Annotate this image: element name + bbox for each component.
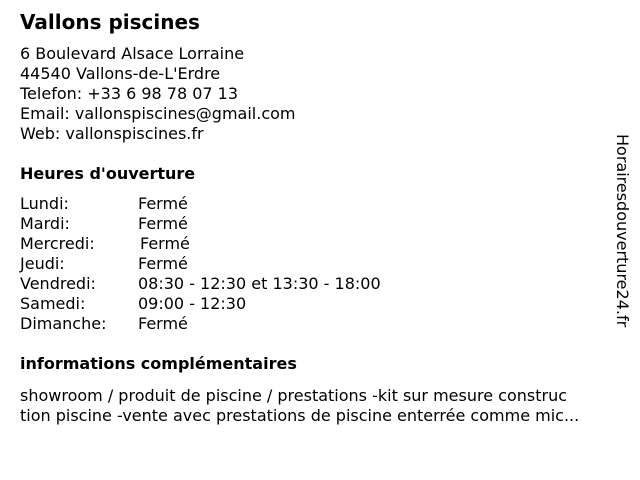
- hours-time: Fermé: [138, 314, 188, 333]
- address-line-street: 6 Boulevard Alsace Lorraine: [20, 44, 245, 63]
- hours-day: Dimanche:: [20, 314, 107, 333]
- hours-day: Samedi:: [20, 294, 86, 313]
- opening-hours-heading: Heures d'ouverture: [20, 164, 196, 183]
- hours-day: Lundi:: [20, 194, 69, 213]
- hours-time: Fermé: [140, 234, 190, 253]
- phone-line: Telefon: +33 6 98 78 07 13: [20, 84, 239, 103]
- hours-time: Fermé: [138, 194, 188, 213]
- hours-time: 09:00 - 12:30: [138, 294, 247, 313]
- hours-time: Fermé: [138, 214, 188, 233]
- hours-day: Mercredi:: [20, 234, 95, 253]
- address-line-city: 44540 Vallons-de-L'Erdre: [20, 64, 221, 83]
- hours-day: Mardi:: [20, 214, 70, 233]
- email-line: Email: vallonspiscines@gmail.com: [20, 104, 296, 123]
- web-line: Web: vallonspiscines.fr: [20, 124, 204, 143]
- site-watermark: Horairesdouverture24.fr: [613, 134, 632, 328]
- additional-info-line: showroom / produit de piscine / prestations -kit sur mesure construc: [20, 386, 567, 405]
- hours-day: Vendredi:: [20, 274, 96, 293]
- contact-block: [20, 44, 296, 144]
- hours-time: 08:30 - 12:30 et 13:30 - 18:00: [138, 274, 381, 293]
- hours-time: Fermé: [138, 254, 188, 273]
- additional-info-text: [20, 386, 630, 426]
- additional-info-line: tion piscine -vente avec prestations de piscine enterrée comme mic...: [20, 406, 580, 425]
- additional-info-heading: informations complémentaires: [20, 354, 297, 373]
- business-name: Vallons piscines: [20, 10, 200, 34]
- hours-day: Jeudi:: [20, 254, 65, 273]
